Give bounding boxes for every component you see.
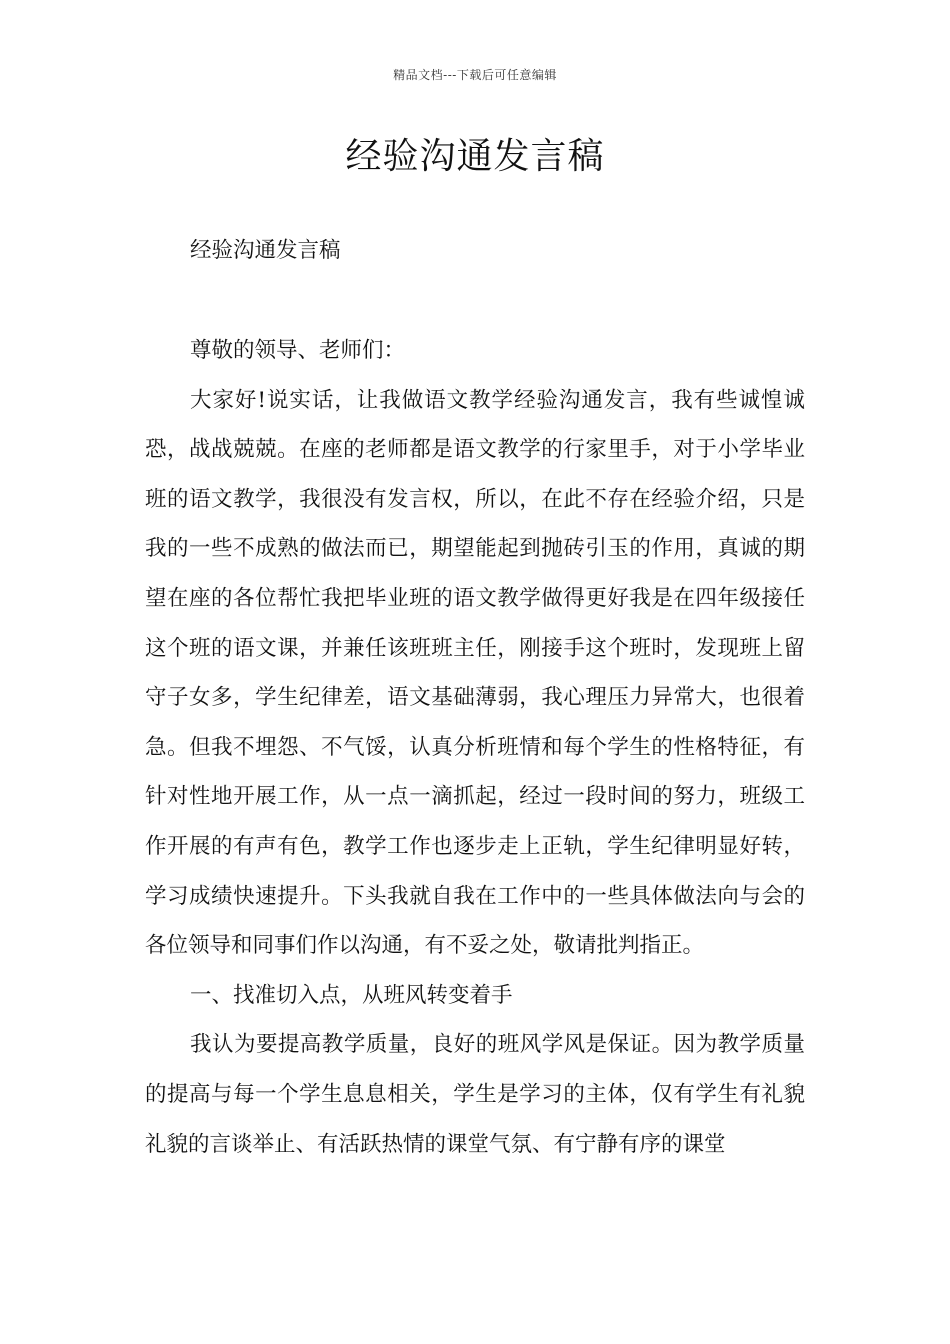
document-subtitle	[145, 226, 805, 276]
section-heading: 一、找准切入点，从班风转变着手	[190, 982, 513, 1008]
subtitle-text: 经验沟通发言稿	[190, 238, 341, 263]
header-note: 精品文档---下载后可任意编辑	[393, 68, 557, 82]
document-title: 经验沟通发言稿	[345, 136, 605, 177]
salutation-paragraph: 尊敬的领导、老师们：	[190, 338, 406, 363]
intro-paragraph: 大家好!说实话，让我做语文教学经验沟通发言，我有些诚惶诚恐，战战兢兢。在座的老师都是语文教学的行家里手，对于小学毕业班的语文教学，我很没有发言权，所以，在此不存在经验介绍，只是我的一些不成熟的做法而已，期望能起到抛砖引玉的作用，真诚的期望在座的各位帮忙我把毕业班的语文教学做得更好我是在四年级接任这个班的语文课，并兼任该班班主任，刚接手这个班时，发现班上留守子女多，学生纪律差，语文基础薄弱，我心理压力异常大，也很着急。但我不埋怨、不气馁，认真分析班情和每个学生的性格特征，有针对性地开展工作，从一点一滴抓起，经过一段时间的努力，班级工作开展的有声有色，教学工作也逐步走上正轨，学生纪律明显好转，学习成绩快速提升。下头我就自我在工作中的一些具体做法向与会的各位领导和同事们作以沟通，有不妥之处，敬请批判指正。	[145, 387, 805, 959]
document-body	[145, 326, 805, 1169]
section-paragraph: 我认为要提高教学质量，良好的班风学风是保证。因为教学质量的提高与每一个学生息息相关，学生是学习的主体，仅有学生有礼貌礼貌的言谈举止、有活跃热情的课堂气氛、有宁静有序的课堂	[145, 1032, 805, 1157]
